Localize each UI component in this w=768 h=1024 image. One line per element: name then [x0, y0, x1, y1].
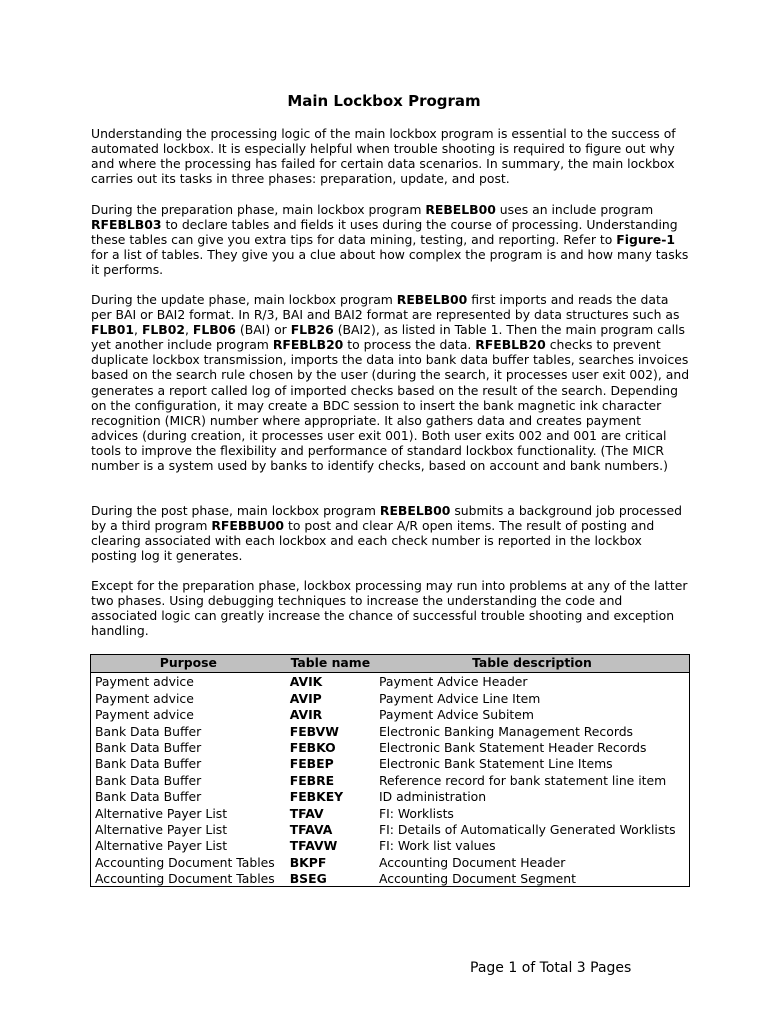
cell-purpose: Bank Data Buffer [91, 722, 286, 738]
cell-table-description: Reference record for bank statement line item [375, 771, 690, 787]
bold-term: RFEBLB20 [272, 337, 344, 353]
cell-table-name: TFAVW [289, 838, 338, 854]
cell-table-description: Electronic Bank Statement Header Records [375, 739, 690, 755]
text-run: checks to prevent duplicate lockbox transmission, imports the data into bank data buffer tables, searches invoices based on the search rule chosen by the user (during the search, it processes user exit 002), and generates a report called log of imported checks based on the result of the search. Depending on the configuration, it may create a BDC session to insert the bank magnetic ink character recognition (MICR) number where appropriate. It also gathers data and creates payment advices (during creation, it processes user exit 001). Both user exits 002 and 001 are critical tools to improve the flexibility and performance of standard lockbox functionality. (The MICR number is a system used by banks to identify checks, based on account and bank numbers.) [91, 337, 690, 474]
cell-table-name: AVIP [289, 690, 322, 706]
cell-purpose: Bank Data Buffer [91, 739, 286, 755]
bold-term: RFEBLB03 [91, 217, 162, 233]
table-row [91, 673, 690, 690]
cell-purpose: Payment advice [91, 706, 286, 722]
cell-table-description: Payment Advice Header [375, 673, 690, 690]
page-footer: Page 1 of Total 3 Pages [470, 960, 632, 976]
cell-table-name: FEBKEY [289, 789, 344, 805]
cell-table-description: ID administration [375, 788, 690, 804]
text-run: submits a background job processed by a third program [91, 503, 682, 534]
table-row [91, 788, 690, 804]
paragraph-post-phase [91, 503, 691, 563]
text-run: During the update phase, main lockbox program [91, 292, 397, 307]
text-run: Except for the preparation phase, lockbox processing may run into problems at any of the latter two phases. Using debugging techniques to increase the understanding the code and associated logic can greatly increase the chance of successful trouble shooting and exception handling. [91, 578, 688, 639]
text-run: During the preparation phase, main lockbox program [91, 202, 426, 217]
bold-term: FLB06 [192, 322, 236, 338]
cell-table-description: Payment Advice Line Item [375, 689, 690, 705]
cell-purpose: Bank Data Buffer [91, 788, 286, 804]
cell-table-description: Accounting Document Header [375, 853, 690, 869]
bold-term: REBELB00 [425, 202, 496, 217]
text-run: first imports and reads the data per BAI or BAI2 format. In R/3, BAI and BAI2 format are represented by data structures such as [91, 292, 680, 323]
cell-purpose: Accounting Document Tables [91, 853, 286, 869]
cell-table-name: FEBEP [289, 756, 334, 772]
cell-table-name: TFAVA [289, 821, 333, 837]
cell-table-name: FEBRE [289, 772, 335, 788]
text-run: , [184, 322, 193, 338]
cell-table-description: Electronic Bank Statement Line Items [375, 755, 690, 771]
cell-purpose: Alternative Payer List [91, 821, 286, 837]
text-run: to post and clear A/R open items. The result of posting and clearing associated with each lockbox and each check number is reported in the lockbox posting log it generates. [91, 518, 655, 564]
table-row [91, 870, 690, 887]
bold-term: REBELB00 [379, 503, 451, 518]
text-run: to declare tables and fields it uses during the course of processing. Understanding these tables can give you extra tips for data mining, testing, and reporting. Refer to [91, 217, 678, 248]
header-table-description: Table description [375, 655, 690, 673]
bold-term: Figure-1 [616, 232, 675, 248]
cell-table-name: AVIR [289, 707, 323, 723]
text-run: During the post phase, main lockbox program [91, 503, 380, 518]
table-body [91, 673, 690, 887]
cell-purpose: Bank Data Buffer [91, 771, 286, 787]
text-run: uses an include program [495, 202, 654, 217]
bold-term: FLB02 [141, 322, 185, 338]
text-run: for a list of tables. They give you a clue about how complex the program is and how many tasks it performs. [91, 247, 689, 278]
cell-table-description: FI: Details of Automatically Generated Worklists [375, 821, 690, 837]
cell-table-description: Electronic Banking Management Records [375, 722, 690, 738]
cell-table-description: FI: Worklists [375, 804, 690, 820]
text-run: (BAI) or [235, 322, 291, 338]
paragraph-update-phase [91, 292, 691, 473]
cell-table-name: BKPF [289, 854, 327, 870]
text-run: to process the data. [343, 337, 476, 353]
paragraph-preparation-phase [91, 202, 691, 277]
cell-table-name: TFAV [289, 805, 324, 821]
table-header-row [91, 655, 690, 673]
bold-term: REBELB00 [396, 292, 468, 307]
bold-term: RFEBLB20 [475, 337, 546, 353]
cell-table-name: AVIK [289, 674, 323, 690]
header-table-name: Table name [286, 655, 375, 673]
table-row [91, 739, 690, 755]
header-purpose: Purpose [91, 655, 286, 673]
cell-purpose: Payment advice [91, 689, 286, 705]
table-row [91, 804, 690, 820]
page-title: Main Lockbox Program [287, 92, 481, 110]
table-row [91, 722, 690, 738]
lockbox-tables-table [90, 654, 690, 887]
text-run: , [134, 322, 142, 338]
cell-table-name: FEBVW [289, 723, 339, 739]
text-run: (BAI2), as listed in Table 1. Then the main program calls yet another include program [91, 322, 685, 353]
table-row [91, 821, 690, 837]
table-row [91, 837, 690, 853]
cell-table-description: Accounting Document Segment [375, 870, 690, 887]
cell-purpose: Accounting Document Tables [91, 870, 286, 887]
text-run: Understanding the processing logic of the main lockbox program is essential to the success of automated lockbox. It is especially helpful when trouble shooting is required to figure out why and where the processing has failed for certain data scenarios. In summary, the main lockbox carries out its tasks in three phases: preparation, update, and post. [91, 126, 676, 187]
cell-table-description: Payment Advice Subitem [375, 706, 690, 722]
table-row [91, 706, 690, 722]
cell-table-name: BSEG [286, 870, 375, 887]
bold-term: RFEBBU00 [211, 518, 285, 534]
cell-purpose: Alternative Payer List [91, 837, 286, 853]
cell-purpose: Alternative Payer List [91, 804, 286, 820]
table-row [91, 755, 690, 771]
bold-term: FLB26 [290, 322, 334, 338]
cell-purpose: Payment advice [91, 673, 286, 690]
table-row [91, 853, 690, 869]
paragraph-debugging [91, 578, 691, 638]
bold-term: FLB01 [91, 322, 135, 338]
cell-table-description: FI: Work list values [375, 837, 690, 853]
paragraph-intro [91, 126, 691, 186]
cell-table-name: FEBKO [289, 739, 336, 755]
cell-purpose: Bank Data Buffer [91, 755, 286, 771]
table-row [91, 771, 690, 787]
table-row [91, 689, 690, 705]
